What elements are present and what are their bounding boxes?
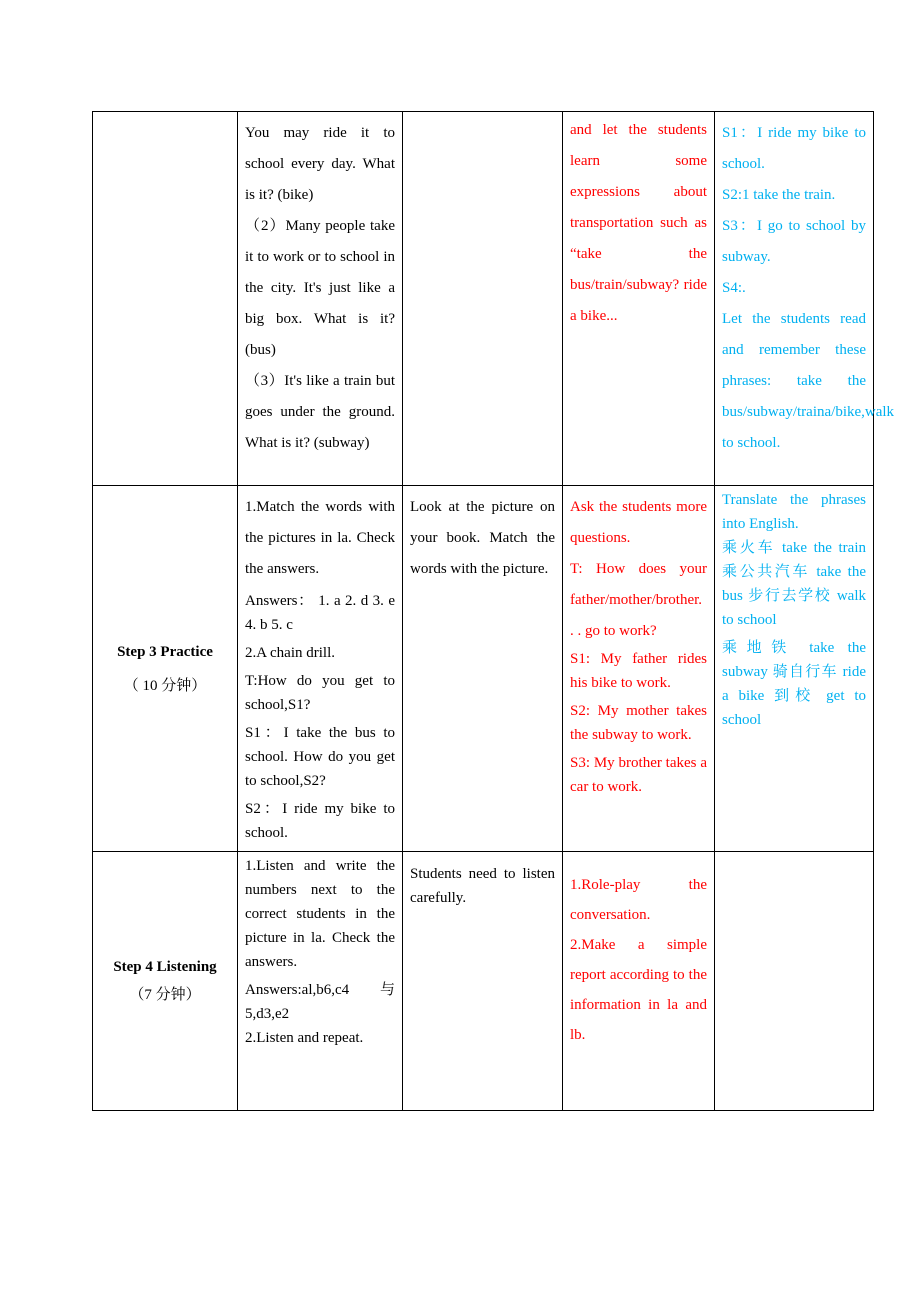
chain-drill: 2.A chain drill.: [245, 645, 335, 661]
table-row: [93, 852, 874, 1111]
phrases-instruction: Let the students read and remember these phrases: take the bus/subway/traina/bike,walk to school.: [722, 311, 895, 451]
student2-reply: S2：I ride my bike to school.: [245, 801, 395, 841]
step-time: （ 10 分钟）: [123, 677, 207, 694]
student-activity-cell: [403, 852, 563, 1111]
student-activity-cell: [403, 112, 563, 486]
step-title: Step 3 Practice: [117, 643, 213, 660]
match-picture-text: Look at the picture on your book. Match the words with the picture.: [410, 499, 555, 577]
riddle-1: You may ride it to school every day. What is it? (bike): [245, 125, 395, 203]
s1-answer: S1: My father rides his bike to work.: [570, 651, 707, 691]
dialogue-s1: S1：I ride my bike to school.: [722, 125, 866, 172]
teacher-prompt: T: How does your father/mother/brother. . . go to work?: [570, 561, 707, 639]
teacher-activity-cell: [563, 112, 715, 486]
procedure-cell: [238, 486, 403, 852]
translate-instruction: Translate the phrases into English.: [722, 492, 866, 532]
listen-carefully: Students need to listen carefully.: [410, 866, 555, 906]
table-row: [93, 112, 874, 486]
step-title: Step 4 Listening: [113, 959, 217, 975]
ask-questions: Ask the students more questions.: [570, 499, 707, 546]
s2-answer: S2: My mother takes the subway to work.: [570, 703, 707, 743]
procedure-cell: [238, 852, 403, 1111]
listening-answers: Answers:al,b6,c4 与 5,d3,e2: [245, 982, 395, 1022]
teacher-activity-cell: [563, 486, 715, 852]
answers: Answers： 1. a 2. d 3. e 4. b 5. c: [245, 593, 395, 633]
make-report: 2.Make a simple report according to the information in la and lb.: [570, 937, 707, 1043]
s3-answer: S3: My brother takes a car to work.: [570, 755, 707, 795]
dialogue-s3: S3：I go to school by subway.: [722, 218, 866, 265]
step-time: （7 分钟）: [129, 987, 201, 1003]
lesson-plan-table: [92, 111, 895, 1111]
step-cell: [93, 486, 238, 852]
dialogue-s2: S2:1 take the train.: [722, 187, 836, 203]
listen-repeat: 2.Listen and repeat.: [245, 1030, 364, 1046]
teacher-question: T:How do you get to school,S1?: [245, 673, 395, 713]
listen-instruction: 1.Listen and write the numbers next to the correct students in the picture in la. Check the answers.: [245, 858, 395, 970]
student1-reply: S1：I take the bus to school. How do you get to school,S2?: [245, 725, 395, 789]
table-row: [93, 486, 874, 852]
riddle-3: （3）It's like a train but goes under the ground. What is it? (subway): [245, 373, 395, 451]
match-instruction: 1.Match the words with the pictures in la. Check the answers.: [245, 499, 395, 577]
dialogue-s4: S4:.: [722, 280, 746, 296]
notes-cell: [715, 112, 895, 486]
step-cell: [93, 852, 238, 1111]
phrase-list-1: 乘火车 take the train 乘公共汽车 take the bus 步行去学校 walk to school: [722, 540, 866, 628]
notes-cell: [715, 486, 874, 852]
expressions-text: and let the students learn some expressions about transportation such as “take the bus/train/subway? ride a bike...: [570, 122, 707, 324]
phrase-list-2: 乘地铁 take the subway 骑自行车 ride a bike 到校 get to school: [722, 640, 866, 728]
step-cell: [93, 112, 238, 486]
procedure-cell: [238, 112, 403, 486]
notes-cell: [715, 852, 874, 1111]
role-play: 1.Role-play the conversation.: [570, 877, 707, 923]
riddle-2: （2）Many people take it to work or to school in the city. It's just like a big box. What is it? (bus): [245, 218, 395, 358]
student-activity-cell: [403, 486, 563, 852]
teacher-activity-cell: [563, 852, 715, 1111]
